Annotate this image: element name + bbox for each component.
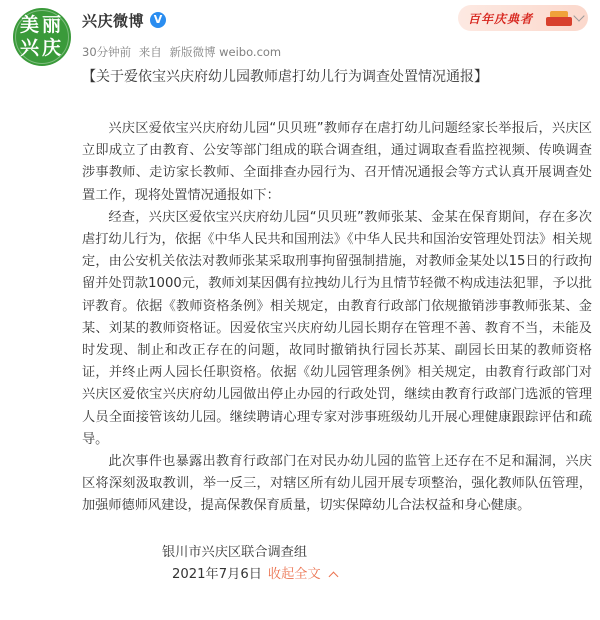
avatar-char: 兴 xyxy=(20,37,40,59)
post-body xyxy=(82,66,592,586)
post-paragraph: 经查，兴庆区爱依宝兴庆府幼儿园“贝贝班”教师张某、金某在保育期间，存在多次虐打幼儿行为，依据《中华人民共和国刑法》《中华人民共和国治安管理处罚法》相关规定，由公安机关依法对教师张某采取刑事拘留强制措施，对教师金某处以15日的行政拘留并处罚款1000元，教师刘某因偶有拉拽幼儿行为且情节轻微不构成违法犯罪，予以批评教育。依据《教师资格条例》相关规定，由教育行政部门依规撤销涉事教师张某、金某、刘某的教师资格证。因爱依宝兴庆府幼儿园长期存在管理不善、教育不当，未能及时发现、制止和改正存在的问题，故同时撤销执行园长苏某、副园长田某的教师资格证，并终止两人园长任职资格。依据《幼儿园管理条例》相关规定，由教育行政部门对兴庆区爱依宝兴庆府幼儿园做出停止办园的行政处罚，继续由教育行政部门选派的管理人员全面接管该幼儿园。继续聘请心理专家对涉事班级幼儿开展心理健康跟踪评估和疏导。 xyxy=(82,209,592,447)
account-name-row xyxy=(82,9,166,31)
anniversary-badge[interactable] xyxy=(458,5,588,31)
source-prefix: 来自 xyxy=(138,45,162,59)
post-paragraph: 兴庆区爱依宝兴庆府幼儿园“贝贝班”教师存在虐打幼儿问题经家长举报后，兴庆区立即成立了由教育、公安等部门组成的联合调查组，通过调取查看监控视频、传唤调查涉事教师、走访家长教师、全面排查办园行为、召开情况通报会等方式认真开展调查处置工作，现将处置情况通报如下： xyxy=(82,121,592,203)
chevron-down-icon[interactable] xyxy=(572,10,588,26)
avatar-char: 庆 xyxy=(42,37,62,59)
post-paragraph: 此次事件也暴露出教育行政部门在对民办幼儿园的监管上还存在不足和漏洞，兴庆区将深刻汲取教训，举一反三，对辖区所有幼儿园开展专项整治，强化教师队伍管理，加强师德师风建设，提高保教保育质量，切实保障幼儿合法权益和身心健康。 xyxy=(82,454,592,514)
post-header xyxy=(0,0,600,70)
avatar-char: 美 xyxy=(20,14,40,36)
account-name-link[interactable]: 兴庆微博 xyxy=(82,11,145,30)
badge-text: 百年庆典者 xyxy=(468,12,534,26)
post-meta xyxy=(82,44,285,60)
signature: 银川市兴庆区联合调查组 xyxy=(162,544,308,560)
post-title: 【关于爱依宝兴庆府幼儿园教师虐打幼儿行为调查处置情况通报】 xyxy=(82,69,488,85)
date-row xyxy=(82,564,592,586)
avatar[interactable] xyxy=(13,8,71,66)
verified-badge-icon: V xyxy=(150,12,166,28)
post-date: 2021年7月6日 xyxy=(172,566,262,582)
chevron-up-icon[interactable] xyxy=(327,568,341,582)
collapse-button[interactable]: 收起全文 xyxy=(267,566,321,582)
post-time[interactable]: 30分钟前 xyxy=(82,45,132,59)
anniversary-cake-icon xyxy=(544,9,574,27)
avatar-char: 丽 xyxy=(42,14,62,36)
post-source: 新版微博 weibo.com xyxy=(169,45,282,59)
